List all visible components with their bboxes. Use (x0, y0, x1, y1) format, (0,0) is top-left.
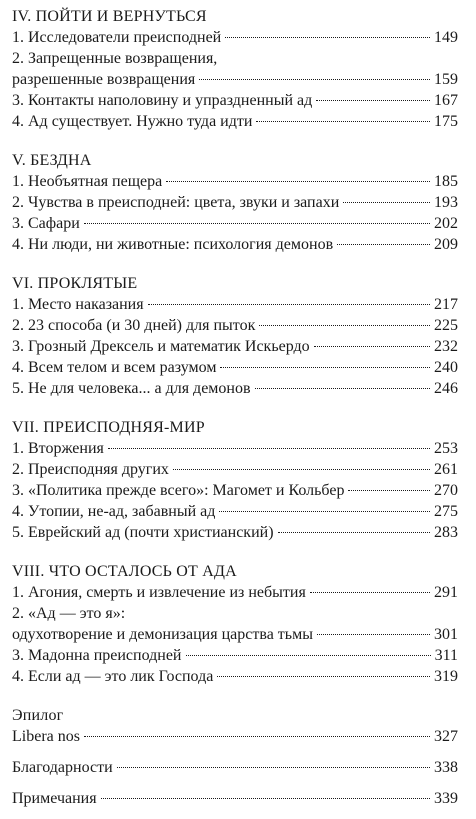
toc-entry (12, 69, 458, 90)
toc-entry (12, 213, 458, 234)
epilogue-title: Эпилог (12, 707, 64, 724)
page-number: 159 (434, 71, 458, 88)
dot-leader (220, 367, 430, 368)
page-number: 275 (434, 503, 458, 520)
toc-entry (12, 582, 458, 603)
entry-title: 2. 23 способа (и 30 дней) для пыток (12, 317, 256, 334)
dot-leader (84, 223, 430, 224)
entry-title: 1. Вторжения (12, 440, 104, 457)
toc-entry (12, 666, 458, 687)
page-number: 232 (434, 338, 458, 355)
acknowledgments-section (12, 757, 458, 778)
entry-title: 2. Преисподняя других (12, 461, 169, 478)
dot-leader (108, 448, 430, 449)
toc-entry (12, 522, 458, 543)
section-title: VIII. ЧТО ОСТАЛОСЬ ОТ АДА (12, 563, 237, 580)
toc-entry (12, 378, 458, 399)
toc-entry (12, 357, 458, 378)
entry-title: 1. Исследователи преисподней (12, 29, 222, 46)
toc-entry (12, 171, 458, 192)
dot-leader (117, 767, 430, 768)
toc-entry (12, 459, 458, 480)
entry-title: Libera nos (12, 728, 80, 745)
toc-section (12, 273, 458, 399)
dot-leader (310, 592, 430, 593)
toc-entry (12, 192, 458, 213)
page-number: 338 (434, 759, 458, 776)
dot-leader (148, 304, 430, 305)
page-number: 240 (434, 359, 458, 376)
page-number: 283 (434, 524, 458, 541)
toc-entry (12, 438, 458, 459)
entry-title: 3. Сафари (12, 215, 80, 232)
entry-title: 4. Утопии, не-ад, забавный ад (12, 503, 216, 520)
toc-section (12, 561, 458, 687)
page-number: 149 (434, 29, 458, 46)
toc-entry (12, 90, 458, 111)
toc-entry (12, 501, 458, 522)
toc-entry (12, 234, 458, 255)
page-number: 301 (434, 626, 458, 643)
dot-leader (316, 100, 430, 101)
toc-entry (12, 111, 458, 132)
toc-entry (12, 294, 458, 315)
dot-leader (101, 798, 430, 799)
toc-entry (12, 315, 458, 336)
page-number: 202 (434, 215, 458, 232)
entry-title: 4. Если ад — это лик Господа (12, 668, 214, 685)
toc-entry (12, 480, 458, 501)
entry-title: 3. Грозный Дрексель и математик Искьердо (12, 338, 310, 355)
section-title: V. БЕЗДНА (12, 152, 92, 169)
entry-title: 4. Ад существует. Нужно туда идти (12, 113, 253, 130)
entry-title: одухотворение и демонизация царства тьмы (12, 626, 313, 643)
dot-leader (343, 202, 430, 203)
entry-title: 2. Чувства в преисподней: цвета, звуки и запахи (12, 194, 340, 211)
page-number: 185 (434, 173, 458, 190)
page-number: 217 (434, 296, 458, 313)
epilogue-section (12, 705, 458, 747)
dot-leader (317, 634, 430, 635)
dot-leader (259, 325, 430, 326)
toc-section (12, 417, 458, 543)
dot-leader (173, 469, 430, 470)
dot-leader (255, 388, 430, 389)
page-number: 270 (434, 482, 458, 499)
dot-leader (166, 181, 430, 182)
entry-title: 1. Агония, смерть и извлечение из небытия (12, 584, 306, 601)
entry-title: 3. Контакты наполовину и упраздненный ад (12, 92, 313, 109)
entry-title: 1. Необъятная пещера (12, 173, 163, 190)
page-number: 327 (434, 728, 458, 745)
dot-leader (219, 511, 430, 512)
dot-leader (314, 346, 430, 347)
entry-title: разрешенные возвращения (12, 71, 196, 88)
page-number: 175 (434, 113, 458, 130)
entry-title: 3. Мадонна преисподней (12, 647, 182, 664)
entry-title: 1. Место наказания (12, 296, 144, 313)
toc-entry (12, 27, 458, 48)
entry-title: Благодарности (12, 759, 113, 776)
dot-leader (348, 490, 430, 491)
entry-title: 4. Всем телом и всем разумом (12, 359, 217, 376)
page-number: 209 (434, 236, 458, 253)
dot-leader (256, 121, 430, 122)
section-title: VII. ПРЕИСПОДНЯЯ-МИР (12, 419, 205, 436)
notes-section (12, 788, 458, 809)
entry-title: 5. Не для человека... а для демонов (12, 380, 251, 397)
toc-entry (12, 624, 458, 645)
page-number: 253 (434, 440, 458, 457)
entry-title: Примечания (12, 790, 97, 807)
entry-title-line1: 2. «Ад — это я»: (12, 605, 126, 622)
dot-leader (199, 79, 430, 80)
section-title: VI. ПРОКЛЯТЫЕ (12, 275, 138, 292)
dot-leader (186, 655, 431, 656)
toc-entry (12, 336, 458, 357)
toc-entry (12, 757, 458, 778)
section-title: IV. ПОЙТИ И ВЕРНУТЬСЯ (12, 8, 207, 25)
toc-entry (12, 788, 458, 809)
toc-entry (12, 645, 458, 666)
entry-title: 3. «Политика прежде всего»: Магомет и Кольбер (12, 482, 345, 499)
entry-title: 5. Еврейский ад (почти христианский) (12, 524, 274, 541)
dot-leader (217, 676, 430, 677)
entry-title: 4. Ни люди, ни животные: психология демонов (12, 236, 334, 253)
page-number: 291 (434, 584, 458, 601)
entry-title-line1: 2. Запрещенные возвращения, (12, 50, 218, 67)
page-number: 193 (434, 194, 458, 211)
dot-leader (225, 37, 430, 38)
dot-leader (84, 736, 430, 737)
page-number: 246 (434, 380, 458, 397)
page-number: 319 (434, 668, 458, 685)
page-number: 225 (434, 317, 458, 334)
toc-section (12, 150, 458, 255)
toc-section (12, 6, 458, 132)
dot-leader (337, 244, 430, 245)
toc-entry (12, 726, 458, 747)
page-number: 311 (434, 647, 458, 664)
table-of-contents (12, 6, 458, 819)
page-number: 261 (434, 461, 458, 478)
page-number: 167 (434, 92, 458, 109)
dot-leader (278, 532, 430, 533)
page-number: 339 (434, 790, 458, 807)
